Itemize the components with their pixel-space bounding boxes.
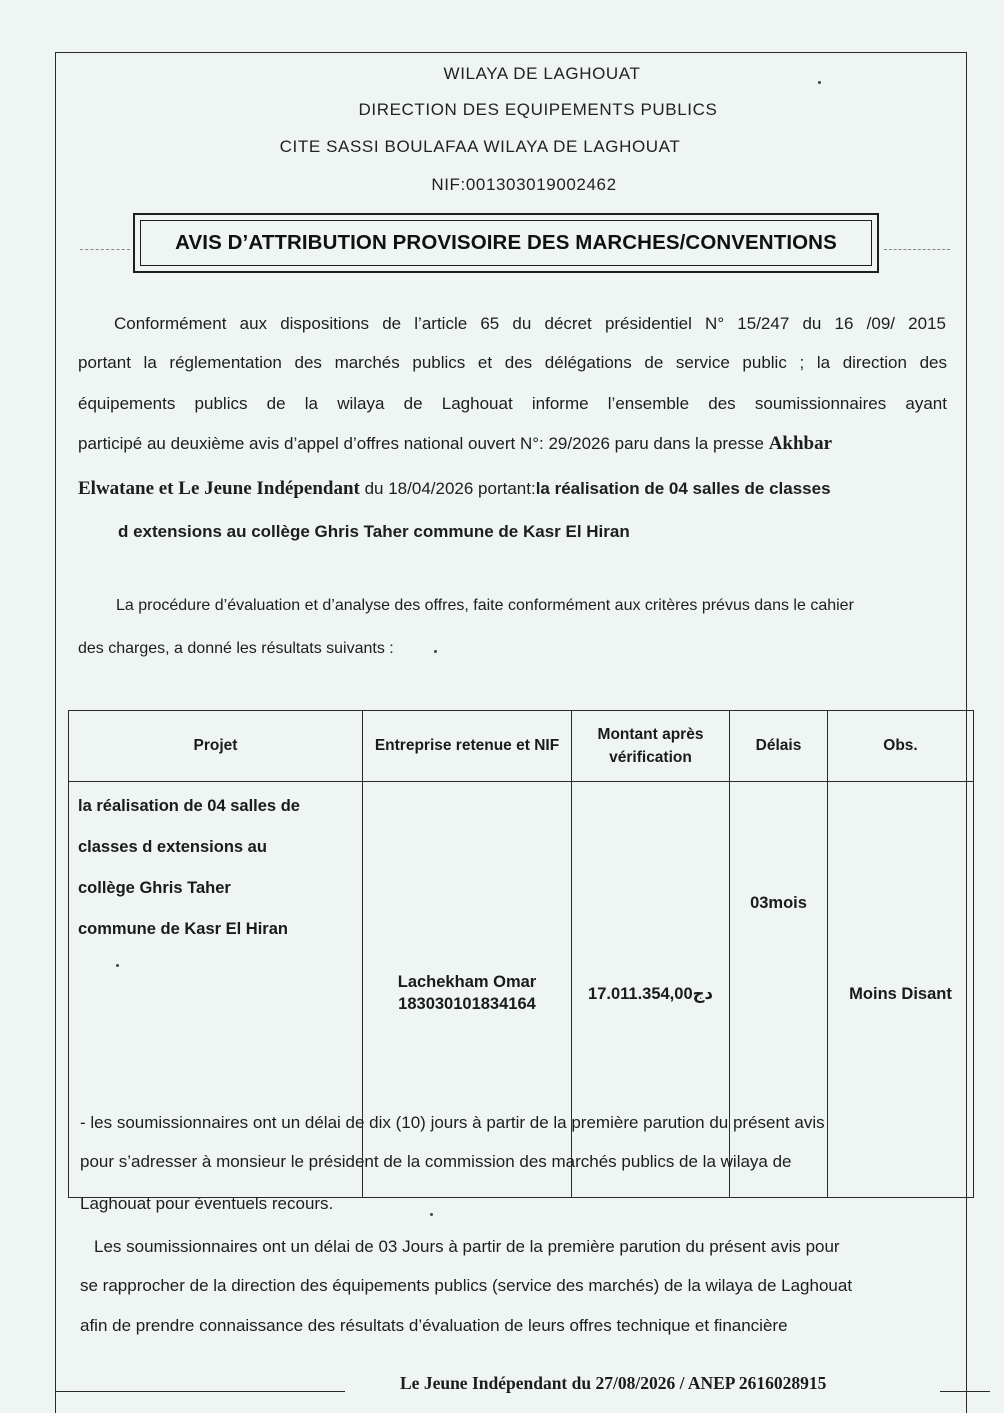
- paragraph1-line3: équipements publics de la wilaya de Laghouat informe l’ensemble des soumissionnaires ayant: [78, 394, 947, 413]
- header-direction: DIRECTION DES EQUIPEMENTS PUBLICS: [358, 100, 718, 119]
- scan-speck: [434, 650, 437, 653]
- title-dash-left: [80, 249, 130, 250]
- table-header-row: [69, 711, 974, 782]
- projet-line: commune de Kasr El Hiran: [78, 920, 288, 938]
- newspaper-akhbar: Akhbar: [768, 433, 833, 454]
- paragraph1-line4-text: participé au deuxième avis d’appel d’offres national ouvert N°: 29/2026 paru dans la presse: [78, 434, 769, 453]
- table-row: [69, 782, 974, 1198]
- cell-obs: [828, 782, 974, 1198]
- entreprise-nif: 183030101834164: [398, 995, 536, 1013]
- projet-line: la réalisation de 04 salles de: [78, 797, 300, 815]
- paragraph3-line1: - les soumissionnaires ont un délai de dix (10) jours à partir de la première parution du présent avis: [80, 1113, 825, 1132]
- paragraph2-line1: La procédure d’évaluation et d’analyse des offres, faite conformément aux critères prévus dans le cahier: [116, 597, 854, 614]
- title-dash-right: [884, 249, 950, 250]
- footer-rule-right: [940, 1391, 990, 1392]
- footer-publication: Le Jeune Indépendant du 27/08/2026 / ANEP 2616028915: [400, 1373, 827, 1393]
- cell-montant: [572, 782, 730, 1198]
- montant-value: دج17.011.354,00: [588, 985, 713, 1003]
- scan-speck: [116, 964, 119, 967]
- paragraph1-project: la réalisation de 04 salles de classes: [535, 479, 831, 498]
- scan-speck: [430, 1213, 433, 1216]
- projet-line: classes d extensions au: [78, 838, 267, 856]
- scan-speck: [818, 81, 821, 84]
- paragraph4-line3: afin de prendre connaissance des résultats d’évaluation de leurs offres technique et financière: [80, 1316, 788, 1335]
- newspaper-jeune-independant: Le Jeune Indépendant: [178, 478, 360, 499]
- paragraph1-date: du 18/04/2026 portant:: [359, 479, 536, 498]
- paragraph1-line5: [78, 478, 831, 500]
- header-nif: NIF:001303019002462: [431, 175, 617, 194]
- col-header-delais: Délais: [730, 711, 828, 782]
- paragraph1-and: et: [154, 478, 179, 499]
- col-header-projet: Projet: [69, 711, 363, 782]
- paragraph3-line2: pour s’adresser à monsieur le président de la commission des marchés publics de la wilaya de: [80, 1152, 792, 1171]
- entreprise-name: Lachekham Omar: [397, 973, 537, 991]
- paragraph1-line6: d extensions au collège Ghris Taher commune de Kasr El Hiran: [118, 522, 630, 541]
- paragraph4-line2: se rapprocher de la direction des équipements publics (service des marchés) de la wilaya de Laghouat: [80, 1276, 853, 1295]
- col-header-entreprise: Entreprise retenue et NIF: [363, 711, 572, 782]
- newspaper-elwatane: Elwatane: [78, 478, 154, 499]
- obs-value: Moins Disant: [849, 984, 952, 1003]
- projet-line: collège Ghris Taher: [78, 879, 231, 897]
- cell-projet: [69, 782, 363, 1198]
- paragraph2-line2: des charges, a donné les résultats suivants :: [78, 640, 394, 657]
- paragraph4-line1: Les soumissionnaires ont un délai de 03 Jours à partir de la première parution du présent avis pour: [94, 1237, 840, 1256]
- notice-title: AVIS D’ATTRIBUTION PROVISOIRE DES MARCHES/CONVENTIONS: [140, 220, 872, 266]
- paragraph1-line4: [78, 433, 832, 455]
- header-wilaya: WILAYA DE LAGHOUAT: [443, 64, 641, 83]
- col-header-montant: Montant après vérification: [572, 711, 730, 782]
- cell-delais: [730, 782, 828, 1198]
- title-box: [133, 213, 879, 273]
- paragraph3-line3: Laghouat pour éventuels recours.: [80, 1194, 334, 1213]
- header-address: CITE SASSI BOULAFAA WILAYA DE LAGHOUAT: [279, 137, 681, 156]
- paragraph1-line2: portant la réglementation des marchés publics et des délégations de service public ; la direction des: [78, 353, 947, 372]
- delais-value: 03mois: [750, 894, 807, 912]
- col-header-obs: Obs.: [828, 711, 974, 782]
- cell-entreprise: [363, 782, 572, 1198]
- paragraph1-line1: Conformément aux dispositions de l’article 65 du décret présidentiel N° 15/247 du 16 /09/ 2015: [114, 314, 946, 333]
- footer-rule-left: [55, 1391, 345, 1392]
